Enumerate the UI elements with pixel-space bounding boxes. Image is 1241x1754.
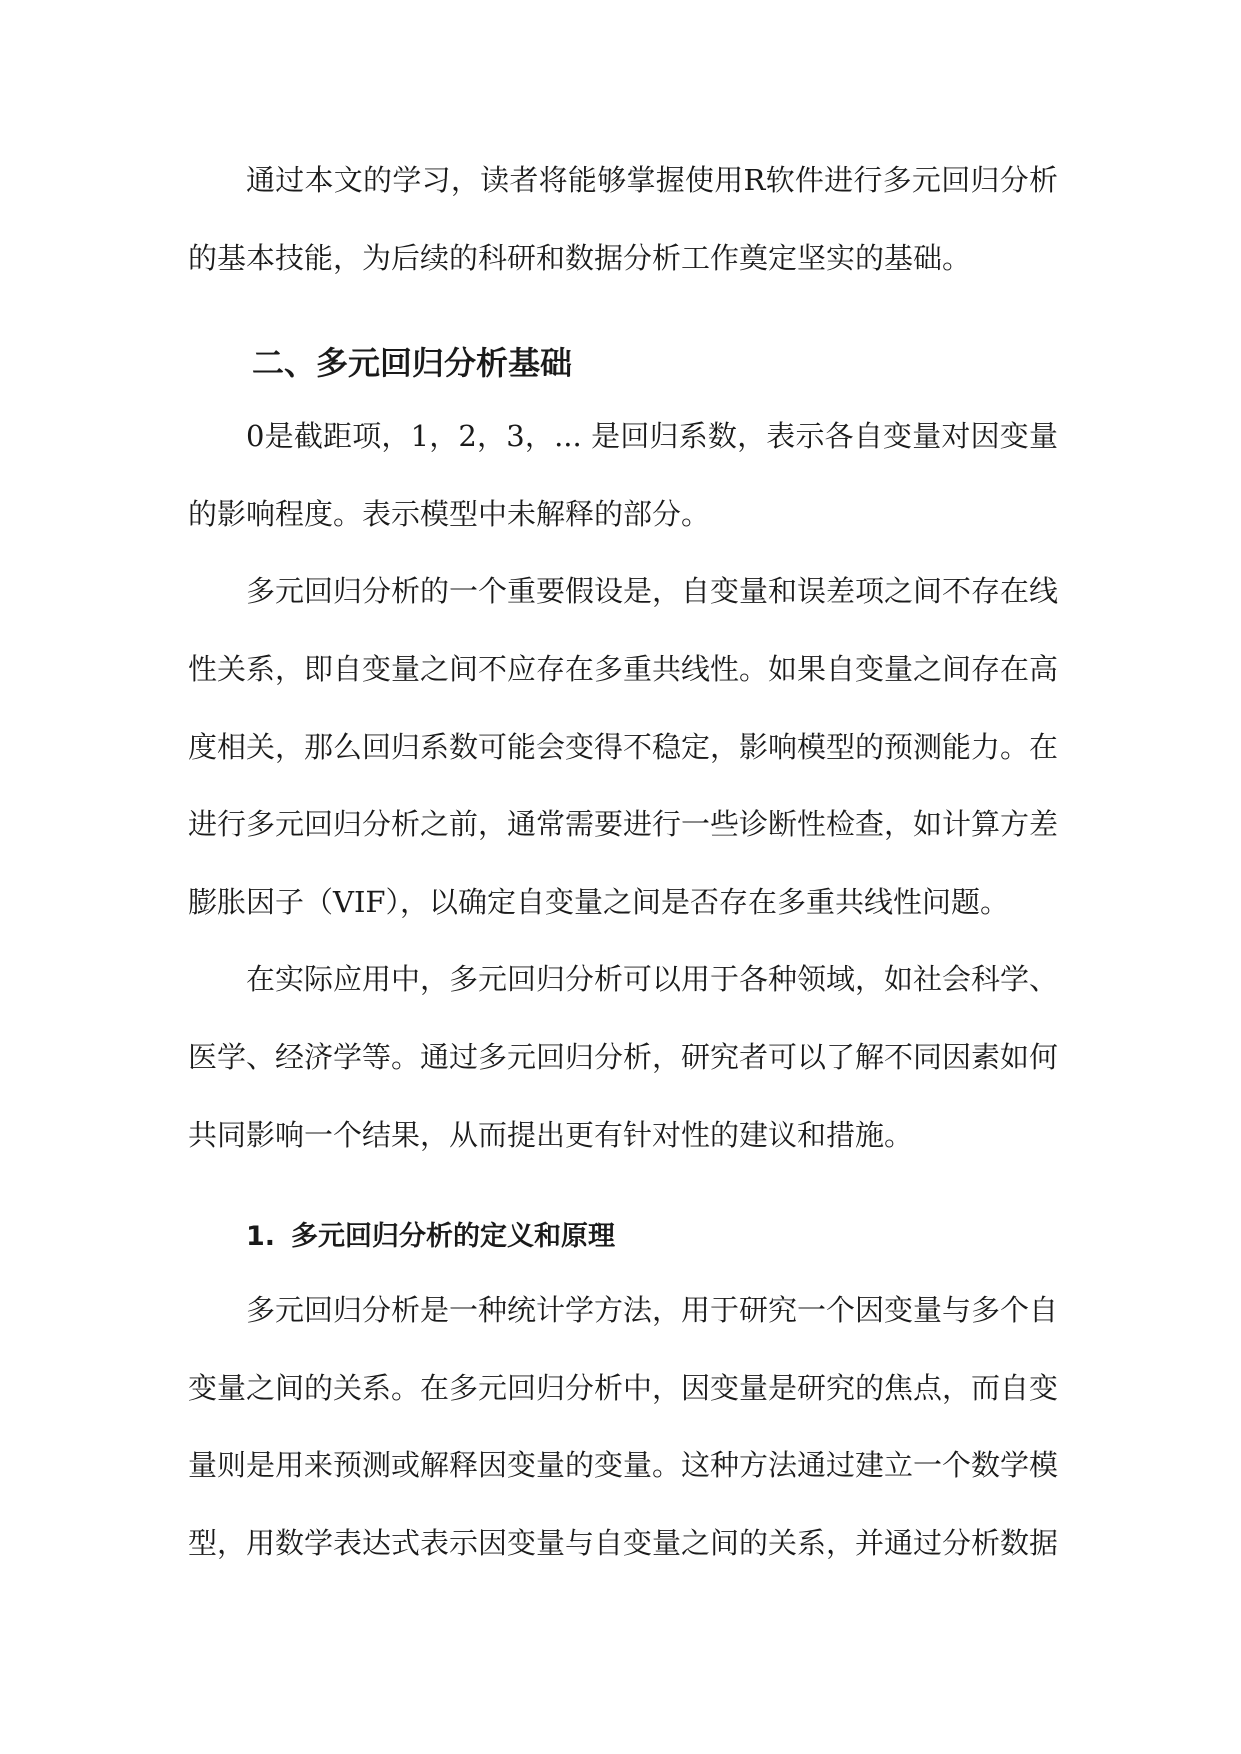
subsection-heading [188,1202,1058,1272]
subsection-title: 多元回归分析的定义和原理 [291,1221,616,1253]
paragraph-definition: 多元回归分析是一种统计学方法，用于研究一个因变量与多个自变量之间的关系。在多元回归分析中，因变量是研究的焦点，而自变量则是用来预测或解释因变量的变量。这种方法通过建立一个数学模型，用数学表达式表示因变量与自变量之间的关系，并通过分析数据 [188,1293,1059,1560]
paragraph-assumption: 多元回归分析的一个重要假设是，自变量和误差项之间不存在线性关系，即自变量之间不应存在多重共线性。如果自变量之间存在高度相关，那么回归系数可能会变得不稳定，影响模型的预测能力。在进行多元回归分析之前，通常需要进行一些诊断性检查，如计算方差膨胀因子（VIF），以确定自变量之间是否存在多重共线性问题。 [188,574,1059,919]
paragraph-intro-conclusion: 通过本文的学习，读者将能够掌握使用R软件进行多元回归分析的基本技能，为后续的科研和数据分析工作奠定坚实的基础。 [188,163,1058,275]
document-body [188,142,1058,1583]
subsection-number: 1. [246,1221,276,1253]
paragraph-applications: 在实际应用中，多元回归分析可以用于各种领域，如社会科学、医学、经济学等。通过多元回归分析，研究者可以了解不同因素如何共同影响一个结果，从而提出更有针对性的建议和措施。 [188,962,1059,1152]
paragraph-coefficients: 0是截距项，1，2，3，... 是回归系数，表示各自变量对因变量的影响程度。表示模型中未解释的部分。 [188,419,1058,531]
section-heading: 二、多元回归分析基础 [252,344,573,383]
